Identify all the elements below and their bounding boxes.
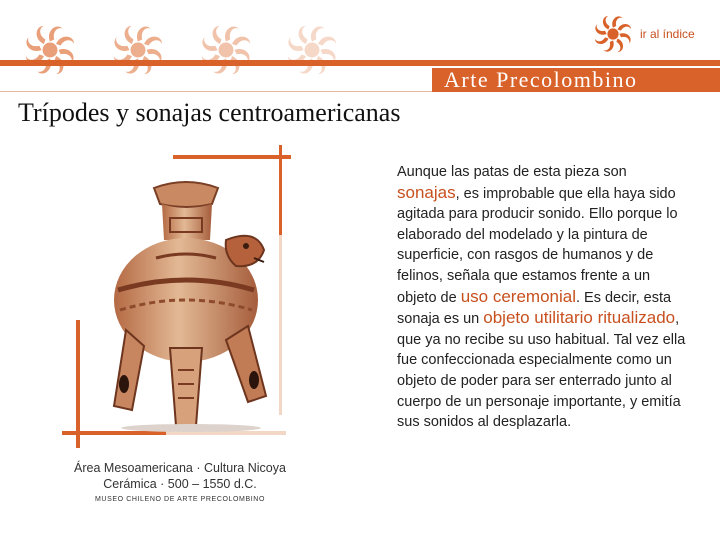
keyword-highlight: sonajas bbox=[397, 182, 456, 202]
frame-line bbox=[76, 320, 80, 448]
frame-line bbox=[173, 155, 291, 159]
swirl-logo-icon bbox=[106, 18, 170, 82]
tripod-rattle-vessel-image bbox=[96, 170, 286, 432]
divider bbox=[0, 91, 432, 92]
image-caption bbox=[40, 460, 320, 492]
keyword-highlight: objeto utilitario ritualizado bbox=[483, 308, 676, 328]
index-link[interactable]: ir al índice bbox=[640, 27, 695, 41]
swirl-logo-icon bbox=[280, 18, 344, 82]
header-bar bbox=[0, 60, 720, 66]
swirl-logo-icon bbox=[194, 18, 258, 82]
page-title: Trípodes y sonajas centroamericanas bbox=[18, 98, 401, 127]
swirl-logo-icon[interactable] bbox=[589, 10, 637, 58]
section-banner: Arte Precolombino bbox=[432, 68, 720, 92]
description-paragraph: Aunque las patas de esta pieza son sonajas, es improbable que ella haya sido agitada para producir sonido. Ello porque lo elaborado del modelado y la pintura de superficie, con rasgos de humanos y de felinos, señala que estamos frente a un objeto de uso ceremonial. Es decir, esta sonaja es un objeto utilitario ritualizado, que ya no recibe su uso habitual. Tal vez ella fue confeccionada especialmente como un objeto de poder para ser enterrado junto al cuerpo de un personaje importante, y emitía sus sonidos al desplazarla. bbox=[397, 164, 686, 431]
museum-credit: MUSEO CHILENO DE ARTE PRECOLOMBINO bbox=[94, 496, 266, 503]
caption-line: Cerámica · 500 – 1550 d.C. bbox=[103, 477, 257, 491]
caption-line: Área Mesoamericana · Cultura Nicoya bbox=[74, 461, 286, 475]
keyword-highlight: uso ceremonial bbox=[460, 286, 576, 306]
swirl-logo-icon bbox=[18, 18, 82, 82]
